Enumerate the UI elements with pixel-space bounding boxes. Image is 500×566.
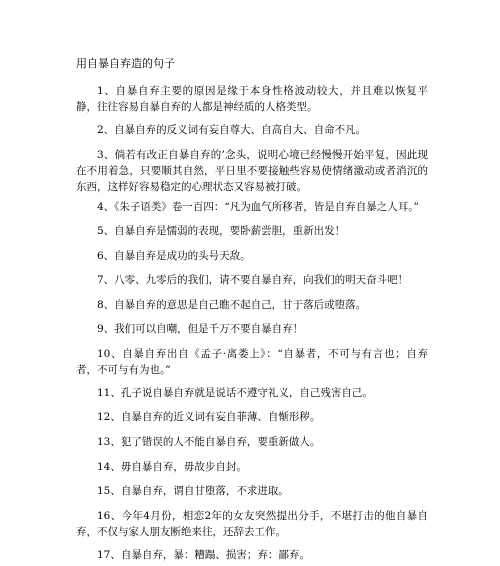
paragraph: 6、自暴自弃是成功的头号天敌。	[97, 250, 251, 262]
paragraph: 14、毋自暴自弃，毋故步自封。	[97, 461, 247, 473]
paragraph: 16、今年4月份，相恋2年的女友突然提出分手，不堪打击的他自暴自弃，不仅与家人朋友断绝来往，还辞去工作。	[76, 510, 428, 538]
paragraph: 17、自暴自弃，暴：糟蹋、损害；弃：鄙弃。	[97, 549, 310, 561]
paragraph: 11、孔子说自暴自弃就是说话不遵守礼义，自己残害自己。	[97, 387, 373, 399]
paragraph: 13、犯了错误的人不能自暴自弃，要重新做人。	[97, 436, 321, 448]
paragraph: 15、自暴自弃，谓自甘堕落，不求进取。	[97, 485, 289, 497]
paragraph: 3、倘若有改正自暴自弃的’念头，说明心境已经慢慢开始平复，因此现在不用着急，只要顺其自然，平日里不要接触些容易使情绪激动或者消沉的东西，这样好容易稳定的心理状态又容易被打破。	[76, 149, 428, 193]
paragraph: 12、自暴自弃的近义词有妄自菲薄、自惭形秽。	[97, 411, 321, 423]
paragraph: 10、自暴自弃出自《孟子·离娄上》：“自暴者，不可与有言也；自弃者，不可与有为也。”	[76, 348, 428, 376]
paragraph: 1、自暴自弃主要的原因是缘于本身性格波动较大，并且难以恢复平静，往往容易自暴自弃的人都是神经质的人格类型。	[76, 85, 428, 113]
paragraph: 2、自暴自弃的反义词有妄自尊大、自高自大、自命不凡。	[97, 124, 367, 136]
paragraph: 4、《朱子语类》卷一百四：“凡为血气所移者，皆是自弃自暴之人耳。”	[97, 201, 419, 213]
paragraph: 8、自暴自弃的意思是自己瞧不起自己，甘于落后或堕落。	[97, 299, 367, 311]
paragraph: 7、八零、九零后的我们，请不要自暴自弃，向我们的明天奋斗吧！	[97, 274, 409, 286]
paragraph: 5、自暴自弃是懦弱的表现，要卧薪尝胆，重新出发！	[97, 225, 346, 237]
paragraph: 9、我们可以自嘲，但是千万不要自暴自弃！	[97, 323, 304, 335]
document-title: 用自暴自弃造的句子	[76, 57, 175, 70]
